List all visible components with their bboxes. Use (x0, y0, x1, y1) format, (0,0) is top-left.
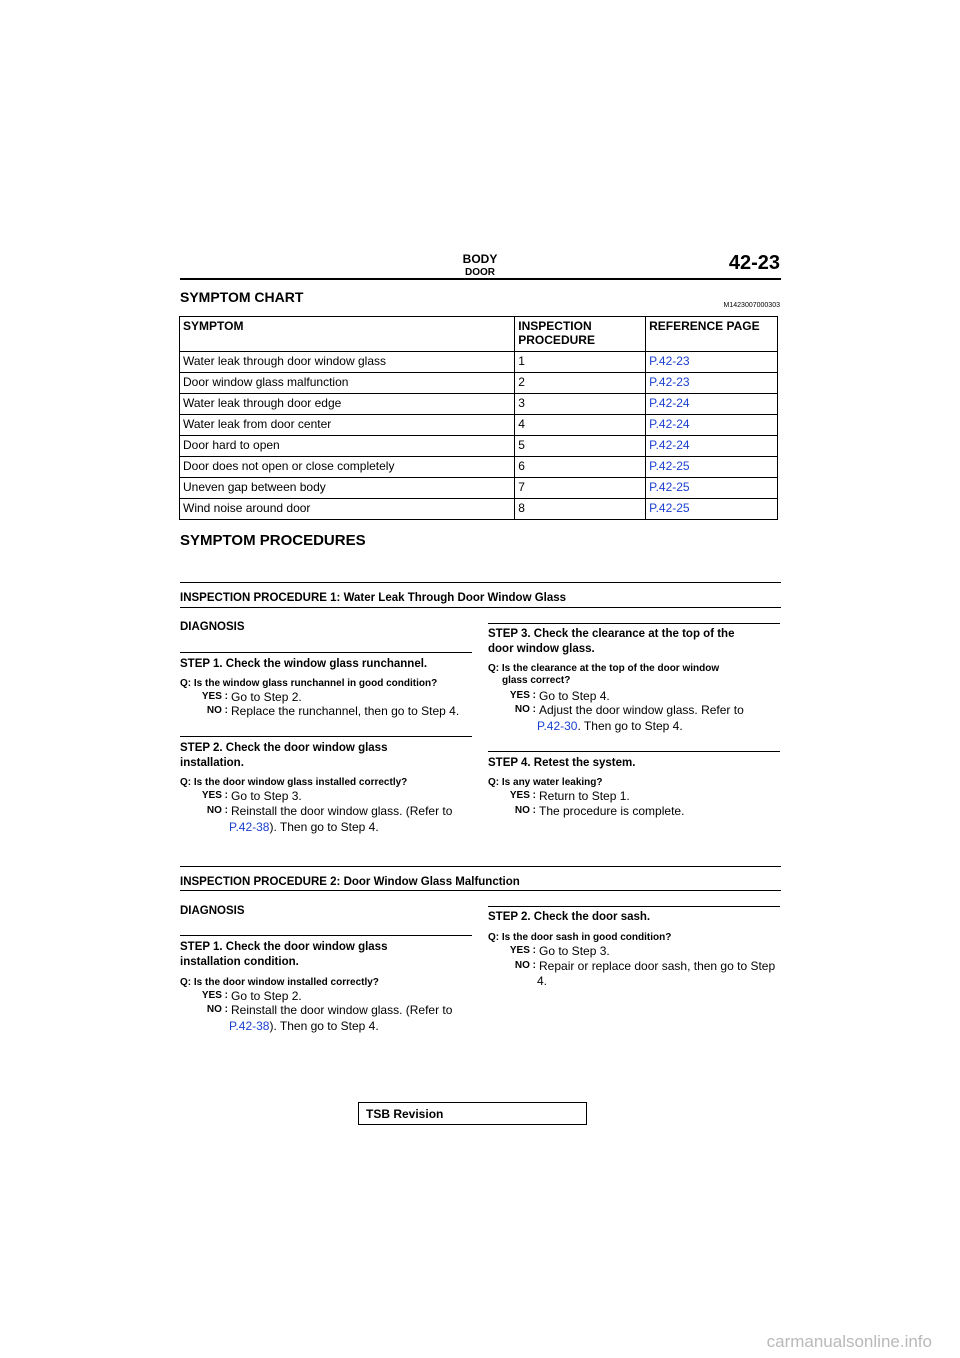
header-rule (180, 278, 781, 280)
yes-answer (488, 943, 610, 959)
step-question: Q: Is the door window installed correctly? (180, 977, 379, 988)
divider (180, 866, 781, 867)
step-title-line: STEP 2. Check the door window glass (180, 742, 388, 754)
tsb-revision-label: TSB Revision (366, 1107, 444, 1121)
no-answer (488, 702, 744, 718)
reference-cell (646, 415, 778, 436)
table-header-row (180, 317, 778, 352)
yes-label: YES : (509, 945, 536, 956)
no-answer-continued (537, 718, 683, 734)
no-text: Replace the runchannel, then go to Step 4. (231, 704, 460, 718)
section-title: BODY (462, 252, 498, 266)
reference-link[interactable]: P.42-24 (649, 417, 690, 431)
yes-label: YES : (509, 790, 536, 801)
yes-text: Go to Step 2. (231, 989, 302, 1003)
divider (488, 623, 780, 624)
no-text-continued: ). Then go to Step 4. (269, 820, 379, 834)
document-code: M1423007000303 (723, 302, 780, 309)
no-label: NO : (206, 1004, 228, 1015)
step-question: Q: Is the door window glass installed correctly? (180, 777, 408, 788)
divider (180, 736, 472, 737)
no-answer (180, 703, 459, 719)
subsection-title: DOOR (465, 267, 495, 278)
step-title: STEP 2. Check the door sash. (488, 911, 651, 923)
no-answer (180, 1002, 452, 1018)
reference-link[interactable]: P.42-23 (649, 375, 690, 389)
symptom-cell: Water leak from door center (180, 415, 515, 436)
page-reference-link[interactable]: P.42-38 (229, 820, 270, 834)
no-label: NO : (514, 805, 536, 816)
reference-cell (646, 478, 778, 499)
procedure-cell: 2 (515, 373, 646, 394)
tsb-revision-box (358, 1102, 587, 1125)
step-question: Q: Is the door sash in good condition? (488, 932, 672, 943)
no-answer (488, 958, 775, 974)
yes-text: Go to Step 2. (231, 690, 302, 704)
no-answer-continued (229, 1018, 379, 1034)
reference-cell (646, 352, 778, 373)
symptom-cell: Wind noise around door (180, 499, 515, 520)
step-title (180, 940, 387, 970)
yes-text: Go to Step 3. (231, 789, 302, 803)
no-answer (180, 803, 452, 819)
step-title: STEP 1. Check the window glass runchannel. (180, 658, 428, 670)
divider (488, 751, 780, 752)
procedure-cell: 5 (515, 436, 646, 457)
reference-cell (646, 499, 778, 520)
reference-cell (646, 436, 778, 457)
reference-cell (646, 394, 778, 415)
step-question: Q: Is the window glass runchannel in good condition? (180, 678, 438, 689)
yes-label: YES : (201, 691, 228, 702)
no-text: Reinstall the door window glass. (Refer to (231, 804, 453, 818)
page-reference-link[interactable]: P.42-30 (537, 719, 578, 733)
column-header-procedure: INSPECTION PROCEDURE (515, 317, 646, 352)
procedure-cell: 1 (515, 352, 646, 373)
symptom-cell: Uneven gap between body (180, 478, 515, 499)
watermark: carmanualsonline.info (766, 1332, 932, 1351)
reference-link[interactable]: P.42-25 (649, 501, 690, 515)
no-label: NO : (206, 805, 228, 816)
yes-answer (488, 788, 630, 804)
page-number: 42-23 (728, 252, 780, 274)
column-header-symptom: SYMPTOM (180, 317, 515, 352)
yes-label: YES : (509, 690, 536, 701)
step-title-line: door window glass. (488, 643, 595, 655)
table-row (180, 352, 778, 373)
question-line: glass correct? (502, 675, 571, 686)
symptom-cell: Door hard to open (180, 436, 515, 457)
column-header-reference: REFERENCE PAGE (646, 317, 778, 352)
step-title-line: STEP 3. Check the clearance at the top of the (488, 628, 735, 640)
no-text: The procedure is complete. (539, 804, 685, 818)
step-title-line: installation condition. (180, 956, 299, 968)
procedure-cell: 7 (515, 478, 646, 499)
divider (488, 906, 780, 907)
reference-link[interactable]: P.42-24 (649, 396, 690, 410)
symptom-cell: Door window glass malfunction (180, 373, 515, 394)
no-text-continued: . Then go to Step 4. (577, 719, 683, 733)
table-row (180, 457, 778, 478)
reference-cell (646, 457, 778, 478)
symptom-procedures-heading: SYMPTOM PROCEDURES (180, 532, 366, 549)
yes-text: Go to Step 3. (539, 944, 610, 958)
yes-label: YES : (201, 990, 228, 1001)
table-row (180, 373, 778, 394)
reference-cell (646, 373, 778, 394)
symptom-chart-table (179, 316, 778, 520)
step-title (488, 627, 734, 657)
no-text: Adjust the door window glass. Refer to (539, 703, 744, 717)
step-question: Q: Is any water leaking? (488, 777, 603, 788)
procedure-cell: 6 (515, 457, 646, 478)
table-row (180, 499, 778, 520)
symptom-cell: Water leak through door edge (180, 394, 515, 415)
procedure-cell: 3 (515, 394, 646, 415)
reference-link[interactable]: P.42-25 (649, 459, 690, 473)
no-text: Repair or replace door sash, then go to Step (539, 959, 776, 973)
page-reference-link[interactable]: P.42-38 (229, 1019, 270, 1033)
diagnosis-heading: DIAGNOSIS (180, 621, 245, 633)
table-row (180, 394, 778, 415)
reference-link[interactable]: P.42-24 (649, 438, 690, 452)
inspection-procedure-2-title: INSPECTION PROCEDURE 2: Door Window Glass Malfunction (180, 876, 520, 888)
no-text-continued: 4. (537, 974, 548, 988)
procedure-cell: 8 (515, 499, 646, 520)
no-text-continued: ). Then go to Step 4. (269, 1019, 379, 1033)
divider (180, 890, 781, 891)
divider (180, 935, 472, 936)
symptom-cell: Water leak through door window glass (180, 352, 515, 373)
yes-label: YES : (201, 790, 228, 801)
inspection-procedure-1-title: INSPECTION PROCEDURE 1: Water Leak Through Door Window Glass (180, 592, 567, 604)
divider (180, 652, 472, 653)
question-line: Q: Is the clearance at the top of the door window (488, 663, 720, 674)
divider (180, 607, 781, 608)
no-label: NO : (206, 705, 228, 716)
step-title (180, 741, 387, 771)
yes-text: Go to Step 4. (539, 689, 610, 703)
step-title: STEP 4. Retest the system. (488, 757, 636, 769)
table-row (180, 415, 778, 436)
no-answer (488, 803, 684, 819)
step-title-line: installation. (180, 757, 244, 769)
yes-text: Return to Step 1. (539, 789, 630, 803)
no-label: NO : (514, 960, 536, 971)
procedure-cell: 4 (515, 415, 646, 436)
table-row (180, 478, 778, 499)
no-answer-continued (537, 973, 547, 989)
table-row (180, 436, 778, 457)
no-text: Reinstall the door window glass. (Refer to (231, 1003, 453, 1017)
reference-link[interactable]: P.42-23 (649, 354, 690, 368)
symptom-chart-heading: SYMPTOM CHART (180, 289, 304, 305)
step-title-line: STEP 1. Check the door window glass (180, 941, 388, 953)
symptom-cell: Door does not open or close completely (180, 457, 515, 478)
reference-link[interactable]: P.42-25 (649, 480, 690, 494)
yes-answer (180, 788, 302, 804)
step-question (488, 663, 719, 687)
no-answer-continued (229, 819, 379, 835)
diagnosis-heading: DIAGNOSIS (180, 905, 245, 917)
no-label: NO : (514, 704, 536, 715)
divider (180, 582, 781, 583)
